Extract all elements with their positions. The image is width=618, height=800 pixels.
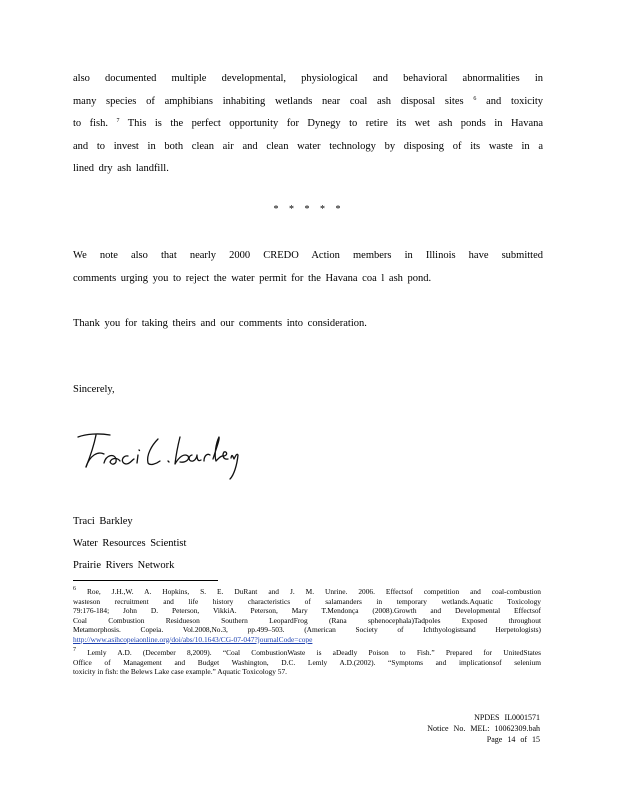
paragraph-credo-members bbox=[73, 245, 543, 290]
footnote-line bbox=[73, 587, 541, 597]
footer-permit-number: NPDES IL0001571 bbox=[474, 713, 540, 722]
text-fragment: to fish. bbox=[73, 118, 109, 129]
handwritten-signature bbox=[76, 425, 246, 483]
footnote-ref-6[interactable]: 6 bbox=[473, 95, 477, 102]
footnote-7 bbox=[73, 648, 541, 677]
footer-page-number: Page 14 of 15 bbox=[486, 735, 540, 744]
footnote-6 bbox=[73, 587, 541, 644]
footnote-line: wasteson recruitment and life history characteristics of salamanders in temporary wetlands.Aquatic Toxicology bbox=[73, 596, 541, 606]
text-line: comments urging you to reject the water permit for the Havana coa l ash pond. bbox=[73, 272, 432, 284]
footnote-ref-7[interactable]: 7 bbox=[116, 118, 120, 124]
footer-notice-number: Notice No. MEL: 10062309.bah bbox=[427, 724, 540, 733]
section-separator: * * * * * bbox=[273, 204, 345, 215]
footnote-line: Coal Combustion Residueson Southern LeopardFrog (Rana sphenocephala)Tadpoles Exposed throughout bbox=[73, 615, 541, 625]
footnote-line: 79:176-184; John D. Peterson, VikkiA. Peterson, Mary T.Mendonça (2008).Growth and Developmental Effectsof bbox=[73, 606, 541, 615]
footnote-line: Metamorphosis. Copeia. Vol.2008,No.3, pp.499–503. (American Society of Ichthyologistsand Herpetologists) bbox=[73, 625, 541, 634]
footnote-marker: 7 bbox=[73, 647, 76, 653]
text-fragment: and toxicity bbox=[486, 95, 544, 107]
paragraph-thanks: Thank you for taking theirs and our comments into consideration. bbox=[73, 318, 367, 329]
footnote-divider bbox=[73, 580, 218, 581]
signer-title: Water Resources Scientist bbox=[73, 538, 187, 549]
text-fragment: Lemly A.D. (December 8,2009). “Coal CombustionWaste is aDeadly Poison to Fish.” Prepared for UnitedStates bbox=[87, 648, 542, 657]
closing-salutation: Sincerely, bbox=[73, 384, 115, 395]
footnote-marker: 6 bbox=[73, 586, 76, 592]
footnote-line: Office of Management and Budget Washington, D.C. Lemly A.D.(2002). “Symptoms and implicationsof selenium bbox=[73, 657, 541, 667]
footnote-line bbox=[73, 635, 541, 645]
document-footer bbox=[427, 712, 540, 745]
footnote-link[interactable]: http://www.asihcopeiaonline.org/doi/abs/10.1643/CG-07-047?journalCode=cope bbox=[73, 634, 313, 644]
signer-organization: Prairie Rivers Network bbox=[73, 560, 175, 571]
text-line: also documented multiple developmental, physiological and behavioral abnormalities in bbox=[73, 73, 543, 84]
signer-name: Traci Barkley bbox=[73, 516, 133, 527]
text-line bbox=[73, 113, 543, 136]
text-line: We note also that nearly 2000 CREDO Action members in Illinois have submitted bbox=[73, 250, 543, 261]
footnote-line bbox=[73, 648, 541, 658]
text-fragment: This is the perfect opportunity for Dynegy to retire its wet ash ponds in Havana bbox=[127, 118, 544, 129]
text-fragment: many species of amphibians inhabiting wetlands near coal ash disposal sites bbox=[73, 95, 464, 107]
text-line bbox=[73, 91, 543, 114]
text-line: lined dry ash landfill. bbox=[73, 163, 169, 174]
text-line: and to invest in both clean air and clean water technology by disposing of its waste in a bbox=[73, 140, 543, 152]
paragraph-amphibian-findings bbox=[73, 68, 543, 181]
footnote-line: toxicity in fish: the Belews Lake case example.” Aquatic Toxicology 57. bbox=[73, 667, 288, 676]
text-fragment: Roe, J.H.,W. A. Hopkins, S. E. DuRant and J. M. Unrine. 2006. Effectsof competition and coal-combustion bbox=[86, 587, 541, 596]
